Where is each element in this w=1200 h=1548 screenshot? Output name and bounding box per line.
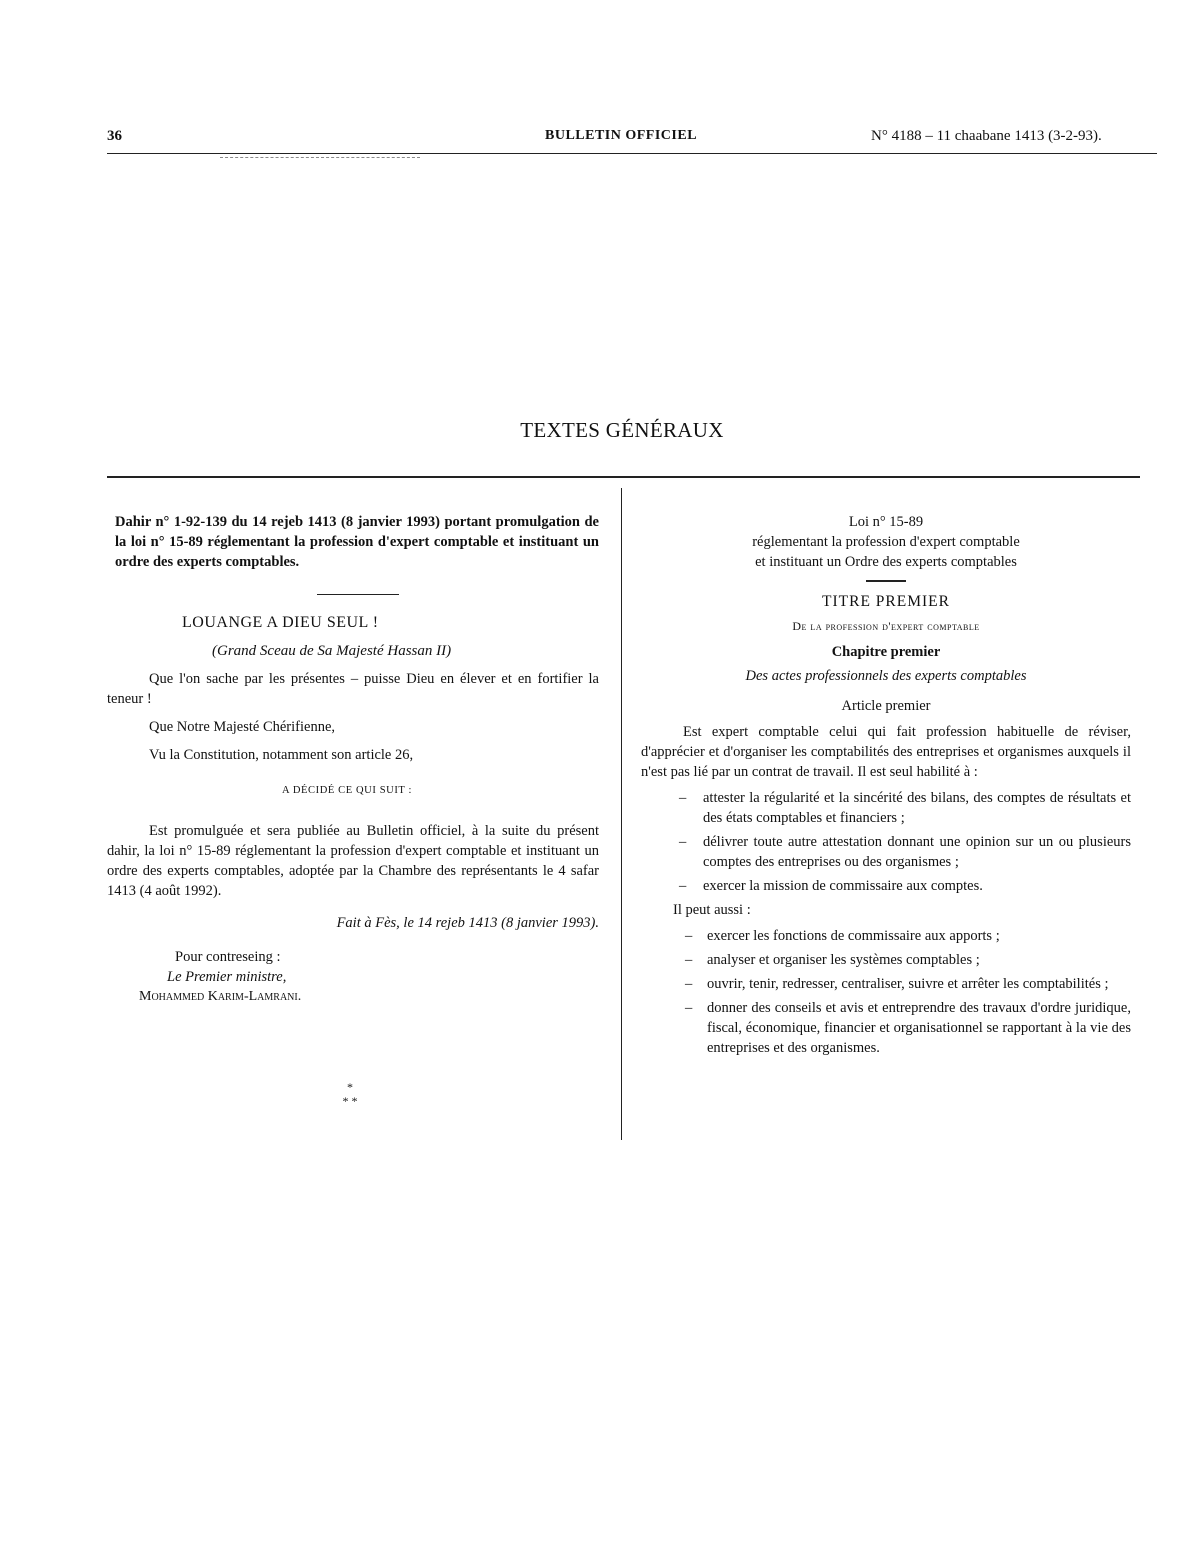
asterism (330, 1080, 370, 1108)
list-dash: – (685, 928, 693, 944)
list-item-text: attester la régularité et la sincérité des bilans, des comptes de résultats et des états comptables et financiers ; (703, 790, 1131, 826)
list-item (641, 926, 1131, 946)
preamble-paragraph: Que l'on sache par les présentes – puisse Dieu en élever et en fortifier la teneur ! (107, 671, 599, 707)
chapter-subheading: Des actes professionnels des experts comptables (745, 668, 1027, 684)
invocation: LOUANGE A DIEU SEUL ! (182, 614, 379, 631)
dahir-title: Dahir n° 1-92-139 du 14 rejeb 1413 (8 janvier 1993) portant promulgation de la loi n° 15-89 réglementant la profession d'expert comptable et instituant un ordre des experts comptables. (115, 514, 599, 570)
list-dash: – (679, 878, 687, 894)
decision-heading: A DÉCIDÉ CE QUI SUIT : (282, 785, 412, 796)
list-item (671, 876, 1131, 896)
list-item (671, 788, 1131, 828)
article-heading: Article premier (841, 698, 931, 714)
list-item-text: analyser et organiser les systèmes comptables ; (707, 952, 980, 968)
page-number: 36 (107, 128, 122, 144)
grand-seal-note: (Grand Sceau de Sa Majesté Hassan II) (212, 643, 452, 659)
list-item (641, 950, 1131, 970)
list-dash: – (679, 834, 687, 850)
asterism-bottom: * * (342, 1094, 358, 1108)
title-subheading: De la profession d'expert comptable (792, 619, 980, 633)
list-dash: – (679, 790, 687, 806)
list-dash: – (685, 1000, 693, 1016)
list-item-text: donner des conseils et avis et entreprendre des travaux d'ordre juridique, fiscal, économique, financier et organisationnel se rapportant à la vie des entreprises et des organismes. (707, 1000, 1131, 1056)
law-title-line-1: Loi n° 15-89 (848, 514, 924, 530)
majesty-paragraph: Que Notre Majesté Chérifienne, (149, 719, 336, 735)
right-column (641, 512, 1131, 1062)
header-rule-secondary (220, 157, 420, 158)
list-item-text: ouvrir, tenir, redresser, centraliser, suivre et arrêter les comptabilités ; (707, 976, 1109, 992)
list-dash: – (685, 952, 693, 968)
countersign-label: Pour contreseing : (175, 949, 281, 965)
exclusive-duties-list (641, 788, 1131, 896)
law-title-line-2: réglementant la profession d'expert comptable (752, 534, 1020, 550)
section-title: TEXTES GÉNÉRAUX (520, 418, 724, 442)
article-text: Est expert comptable celui qui fait profession habituelle de réviser, d'apprécier et d'organiser les comptabilités des entreprises et organismes auxquels il n'est pas lié par un contrat de travail. Il est seul habilité à : (641, 724, 1131, 780)
signature-place-date: Fait à Fès, le 14 rejeb 1413 (8 janvier 1993). (336, 915, 599, 931)
promulgation-paragraph: Est promulguée et sera publiée au Bulletin officiel, à la suite du présent dahir, la loi n° 15-89 réglementant la profession d'expert comptable et instituant un ordre des experts comptables, adoptée par la Chambre des représentants le 4 safar 1413 (4 août 1992). (107, 823, 599, 899)
list-dash: – (685, 976, 693, 992)
list-item (641, 998, 1131, 1058)
header-rule (107, 153, 1157, 154)
additional-duties-list (641, 926, 1131, 1058)
list-item (671, 832, 1131, 872)
law-title-separator (866, 580, 906, 582)
publication-title: BULLETIN OFFICIEL (545, 128, 698, 143)
constitution-paragraph: Vu la Constitution, notamment son article 26, (149, 747, 414, 763)
prime-minister-title: Le Premier ministre, (167, 969, 287, 985)
additional-duties-label: Il peut aussi : (673, 902, 751, 918)
chapter-heading: Chapitre premier (831, 644, 941, 660)
title-heading: TITRE PREMIER (822, 593, 950, 610)
list-item-text: exercer la mission de commissaire aux comptes. (703, 878, 983, 894)
left-column (107, 512, 599, 1007)
law-title-line-3: et instituant un Ordre des experts comptables (755, 554, 1017, 570)
section-rule (107, 476, 1140, 478)
title-separator (317, 594, 399, 595)
list-item-text: délivrer toute autre attestation donnant une opinion sur un ou plusieurs comptes des entreprises ou des organismes ; (703, 834, 1131, 870)
column-divider (621, 488, 622, 1140)
asterism-top: * (347, 1080, 353, 1094)
list-item-text: exercer les fonctions de commissaire aux apports ; (707, 928, 1000, 944)
list-item (641, 974, 1131, 994)
prime-minister-name: Mohammed Karim-Lamrani. (139, 989, 302, 1004)
issue-info: N° 4188 – 11 chaabane 1413 (3-2-93). (871, 128, 1102, 144)
